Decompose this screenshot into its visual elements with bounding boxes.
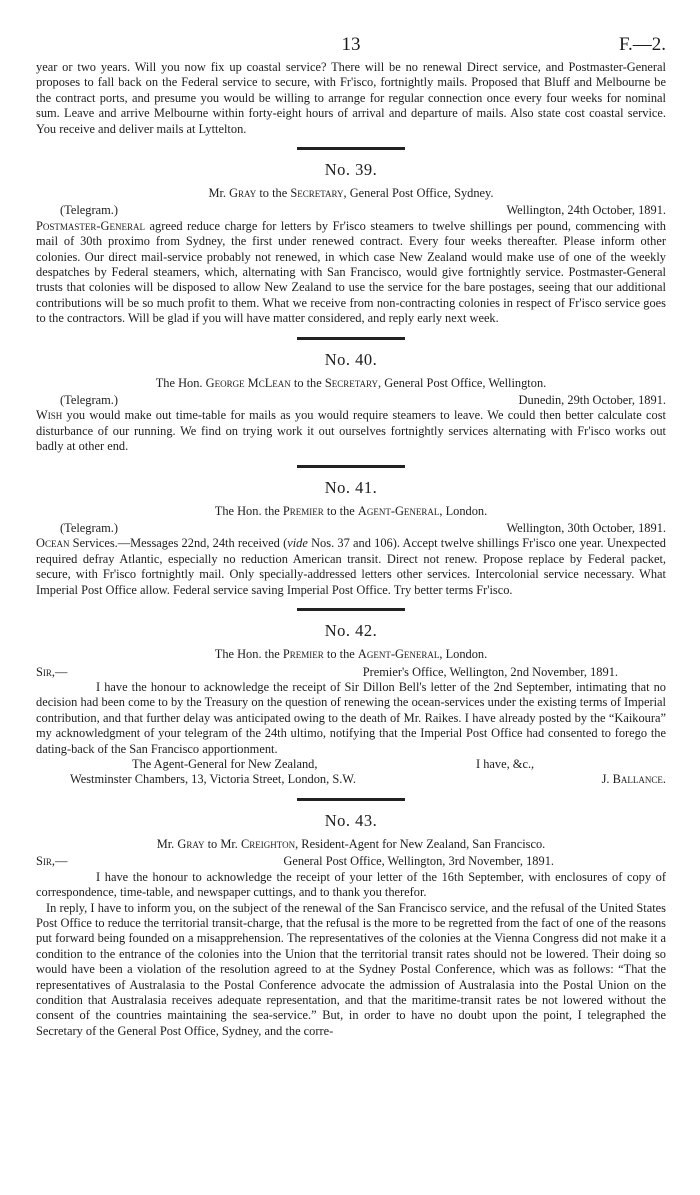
dateline (36, 854, 666, 869)
letter-body: I have the honour to acknowledge the receipt of Sir Dillon Bell's letter of the 2nd September, intimating that no decision had been come to by the Treasury on the question of renewing the ocean-services under the existing terms of Imperial contribution, and that further delay was anticipated owing to the death of Mr. Raikes. I have already posted by the “Kaikoura” my acknowledgment of your telegram of the 24th ultimo, notifying that the Imperial Post Office had consented to forego the dating-back of the San Francisco apportionment. (36, 679, 666, 756)
document-page (36, 30, 666, 1039)
telegram-body: Wish you would make out time-table for mails as you would require steamers to leave. We could then better calculate cost disturbance of our running. We find on trying work it out ourselves fortnightly services alternating with Fr'isco works out badly at other end. (36, 408, 666, 454)
page-header (36, 30, 666, 60)
section-no-43 (36, 811, 666, 1039)
dateline (36, 393, 666, 408)
telegram-body: Ocean Services.—Messages 22nd, 24th received (vide Nos. 37 and 106). Accept twelve shillings Fr'isco one year. Unexpected required defray Atlantic, especially no reduction American transit. Direct not renew. Propose replace by Federal packet, secure, with Fr'isco fortnightly mail. Only specially-addressed letters other services. Intercolonial service necessary. What Imperial Post Office allow. Federal service saving Imperial Post Office. Try better terms Fr'isco. (36, 536, 666, 597)
closing: I have, &c., (476, 756, 535, 771)
section-number: No. 43. (324, 810, 378, 830)
section-heading: Mr. Gray to the Secretary, General Post Office, Sydney. (208, 186, 494, 201)
place-date: Wellington, 24th October, 1891. (506, 203, 666, 218)
section-number: No. 41. (324, 477, 378, 497)
section-divider (297, 337, 405, 340)
section-number: No. 39. (324, 160, 378, 180)
section-heading: Mr. Gray to Mr. Creighton, Resident-Agent for New Zealand, San Francisco. (156, 836, 546, 851)
section-divider (297, 608, 405, 611)
letter-paragraph-1: I have the honour to acknowledge the receipt of your letter of the 16th September, with enclosures of copy of correspondence, time-table, and newspaper cuttings, and to thank you therefor. (36, 869, 666, 900)
document-reference: F.—2. (618, 34, 666, 55)
telegram-body: Postmaster-General agreed reduce charge for letters by Fr'isco steamers to twelve shillings per pound, commencing with mail of 30th proximo from Sydney, the first under renewed contract. Every four weeks thereafter. Please inform other colonies. Our direct mail-service probably not renewed, in which case New Zealand would make use of one of the weekly despatches by Federal steamers, which, alternating with San Francisco, would give fortnightly service. Postmaster-General trusts that colonies will be disposed to allow New Zealand to use the service for the bare postages, seeing that our additional contributions will be so much profit to them. What we receive from non-contracting colonies in respect of Fr'isco service goes to the contractors. Will be glad if you will have matter considered, and reply early next week. (36, 218, 666, 326)
section-no-40 (36, 350, 666, 455)
salutation: Sir,— (36, 664, 68, 679)
section-number: No. 42. (324, 621, 378, 641)
section-heading: The Hon. the Premier to the Agent-General, London. (214, 503, 488, 518)
section-no-42 (36, 621, 666, 788)
page-number: 13 (341, 34, 361, 55)
telegram-label: (Telegram.) (60, 521, 118, 536)
addressee: The Agent-General for New Zealand, (132, 756, 318, 771)
place-date: Wellington, 30th October, 1891. (506, 521, 666, 536)
letter-paragraph-2: In reply, I have to inform you, on the subject of the renewal of the San Francisco service, and the refusal of the United States Post Office to reduce the territorial transit-charge, that the refusal is the more to be regretted from the fact of one of the reasons put forward being founded on a misapprehension. The representatives of the colonies at the Vienna Congress did not make it a condition to the entrance of the colonies into the Union that the territorial transit rates should not be lowered. Their doing so would have been a violation of the resolution agreed to at the Sydney Postal Conference, which was as follows: “That the representatives of Australasia to the Postal Conference advocate the admission of Australasia into the Postal Union on the condition that Australasia receives adequate representation, and that the maritime-transit rates be not lowered without the consent of the countries maintaining the sea-service.” But, in order to have no doubt upon the point, I telegraphed the Secretary of the General Post Office, Sydney, and the corre- (36, 900, 666, 1038)
section-no-41 (36, 478, 666, 598)
section-heading: The Hon. the Premier to the Agent-General, London. (214, 647, 488, 662)
section-number: No. 40. (324, 349, 378, 369)
letter-signature-block (36, 757, 666, 788)
dateline (36, 521, 666, 536)
telegram-label: (Telegram.) (60, 203, 118, 218)
intro-paragraph: year or two years. Will you now fix up coastal service? There will be no renewal Direct service, and Postmaster-General proposes to fall back on the Federal service to secure, with Fr'isco, fortnightly mails. Proposed that Bluff and Melbourne be the contract ports, and presume you would be willing to arrange for regular connection once every four weeks for nominal sum. Leave and arrive Melbourne within forty-eight hours of arrival and departure of mails. Also state cost coastal service. You receive and deliver mails at Lyttelton. (36, 60, 666, 136)
address: Westminster Chambers, 13, Victoria Street, London, S.W. (70, 772, 356, 787)
place-date: Premier's Office, Wellington, 2nd November, 1891. (362, 664, 618, 679)
section-divider (297, 465, 405, 468)
section-no-39 (36, 160, 666, 327)
place-date: General Post Office, Wellington, 3rd November, 1891. (283, 854, 554, 869)
dateline (36, 665, 666, 680)
section-heading: The Hon. George McLean to the Secretary, General Post Office, Wellington. (155, 375, 547, 390)
place-date: Dunedin, 29th October, 1891. (518, 393, 666, 408)
salutation: Sir,— (36, 854, 68, 869)
section-divider (297, 798, 405, 801)
telegram-label: (Telegram.) (60, 393, 118, 408)
dateline (36, 203, 666, 218)
section-divider (297, 147, 405, 150)
signature: J. Ballance. (601, 772, 666, 787)
